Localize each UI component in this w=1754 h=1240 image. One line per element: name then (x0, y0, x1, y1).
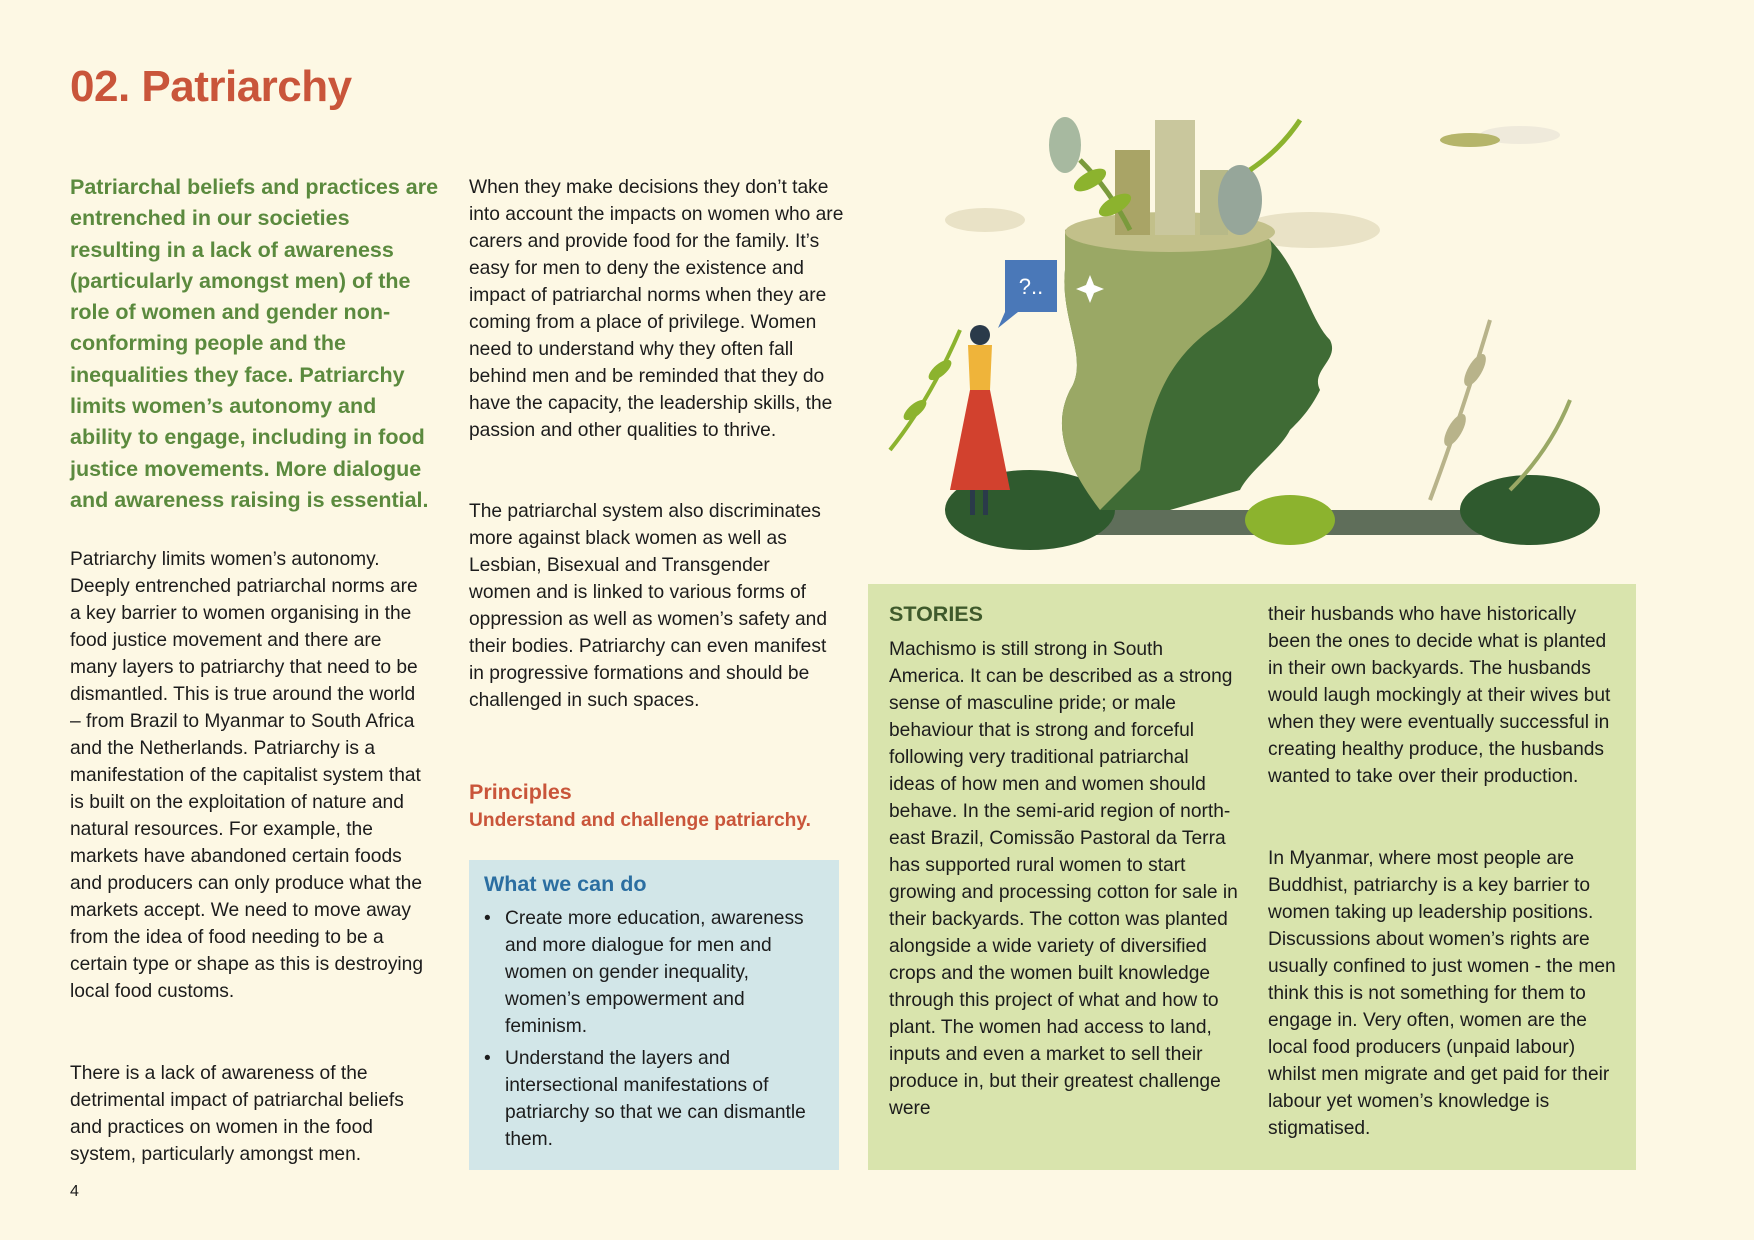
principles-text: Understand and challenge patriarchy. (469, 810, 811, 831)
cloud-shape (945, 208, 1025, 232)
list-item-text: Create more education, awareness and more dialogue for men and women on gender inequality, women’s empowerment and feminism. (505, 908, 804, 1037)
bullet-icon: • (484, 1048, 491, 1069)
stories-title: STORIES (889, 602, 983, 626)
list-item (484, 905, 823, 1040)
leaf-icon (1460, 351, 1490, 389)
woman-leg-shape (970, 490, 975, 515)
list-item (484, 1045, 823, 1153)
principles-heading: Principles (469, 780, 572, 804)
column1-paragraph-1: Patriarchy limits women’s autonomy. Deeply entrenched patriarchal norms are a key barrier to women organising in the food justice movement and there are many layers to patriarchy that need to be dismantled. This is true around the world – from Brazil to Myanmar to South Africa and the Netherlands. Patriarchy is a manifestation of the capitalist system that is built on the exploitation of nature and natural resources. For example, the markets have abandoned certain foods and producers can only produce what the markets accept. We need to move away from the idea of food needing to be a certain type or shape as this is destroying local food customs. (70, 549, 424, 1002)
leaf-icon (1218, 165, 1262, 235)
what-we-can-do-title: What we can do (484, 872, 647, 896)
what-we-can-do-list (484, 905, 823, 1153)
column2-paragraph-1: When they make decisions they don’t take into account the impacts on women who are carers and provide food for the family. It’s easy for men to deny the existence and impact of patriarchal norms when they are coming from a place of privilege. Women need to understand why they often fall behind men and be reminded that they do have the capacity, the leadership skills, the passion and other qualities to thrive. (469, 177, 844, 441)
woman-shirt-shape (968, 345, 992, 390)
fern-icon (1430, 320, 1490, 500)
head-illustration (870, 70, 1690, 550)
woman-skirt-shape (950, 390, 1010, 490)
column2-paragraph-2: The patriarchal system also discriminates more against black women as well as Lesbian, Bisexual and Transgender women and is linked to various forms of oppression as well as women’s safety and their bodies. Patriarchy can even manifest in progressive formations and should be challenged in such spaces. (469, 501, 828, 711)
page-title: 02. Patriarchy (70, 62, 352, 111)
woman-head-icon (970, 325, 990, 345)
leaf-icon (1049, 117, 1081, 173)
bush-shape (1245, 495, 1335, 545)
leaf-icon (1440, 411, 1470, 449)
what-we-can-do-box (469, 860, 839, 1170)
intro-paragraph: Patriarchal beliefs and practices are entrenched in our societies resulting in a lack of awareness (particularly amongst men) of the role of women and gender non-conforming people and the inequalities they face. Patriarchy limits women’s autonomy and ability to engage, including in food justice movements. More dialogue and awareness raising is essential. (70, 175, 439, 512)
speech-bubble-text: ?.. (1018, 274, 1044, 299)
bullet-icon: • (484, 908, 491, 929)
stories-paragraph-3: In Myanmar, where most people are Buddhist, patriarchy is a key barrier to women taking up leadership positions. Discussions about women’s rights are usually confined to just women - the men think this is not something for them to engage in. Very often, women are the local food producers (unpaid labour) whilst men migrate and get paid for their labour yet women’s knowledge is stigmatised. (1268, 848, 1616, 1139)
fern-icon (890, 330, 960, 450)
column1-paragraph-2: There is a lack of awareness of the detrimental impact of patriarchal beliefs and practices on women in the food system, particularly amongst men. (70, 1063, 404, 1165)
cloud-shape (1440, 133, 1500, 147)
list-item-text: Understand the layers and intersectional manifestations of patriarchy so that we can dismantle them. (505, 1048, 806, 1150)
woman-leg-shape (983, 490, 988, 515)
stories-paragraph-2: their husbands who have historically been the ones to decide what is planted in their own backyards. The husbands would laugh mockingly at their wives but when they were eventually successful in creating healthy produce, the husbands wanted to take over their production. (1268, 604, 1611, 787)
bush-shape (1460, 475, 1600, 545)
page-number: 4 (70, 1183, 79, 1200)
leaf-icon (925, 356, 954, 383)
building-shape (1155, 120, 1195, 235)
building-shape (1115, 150, 1150, 235)
leaf-stem-icon (1250, 120, 1300, 170)
speech-bubble-tail (998, 312, 1018, 328)
stories-paragraph-1: Machismo is still strong in South America. It can be described as a strong sense of masculine pride; or male behaviour that is strong and forceful following very traditional patriarchal ideas of how men and women should behave. In the semi-arid region of north-east Brazil, Comissão Pastoral da Terra has supported rural women to start growing and processing cotton for sale in their backyards. The cotton was planted alongside a wide variety of diversified crops and the women built knowledge through this project of what and how to plant. The women had access to land, inputs and even a market to sell their produce in, but their greatest challenge were (889, 639, 1238, 1119)
